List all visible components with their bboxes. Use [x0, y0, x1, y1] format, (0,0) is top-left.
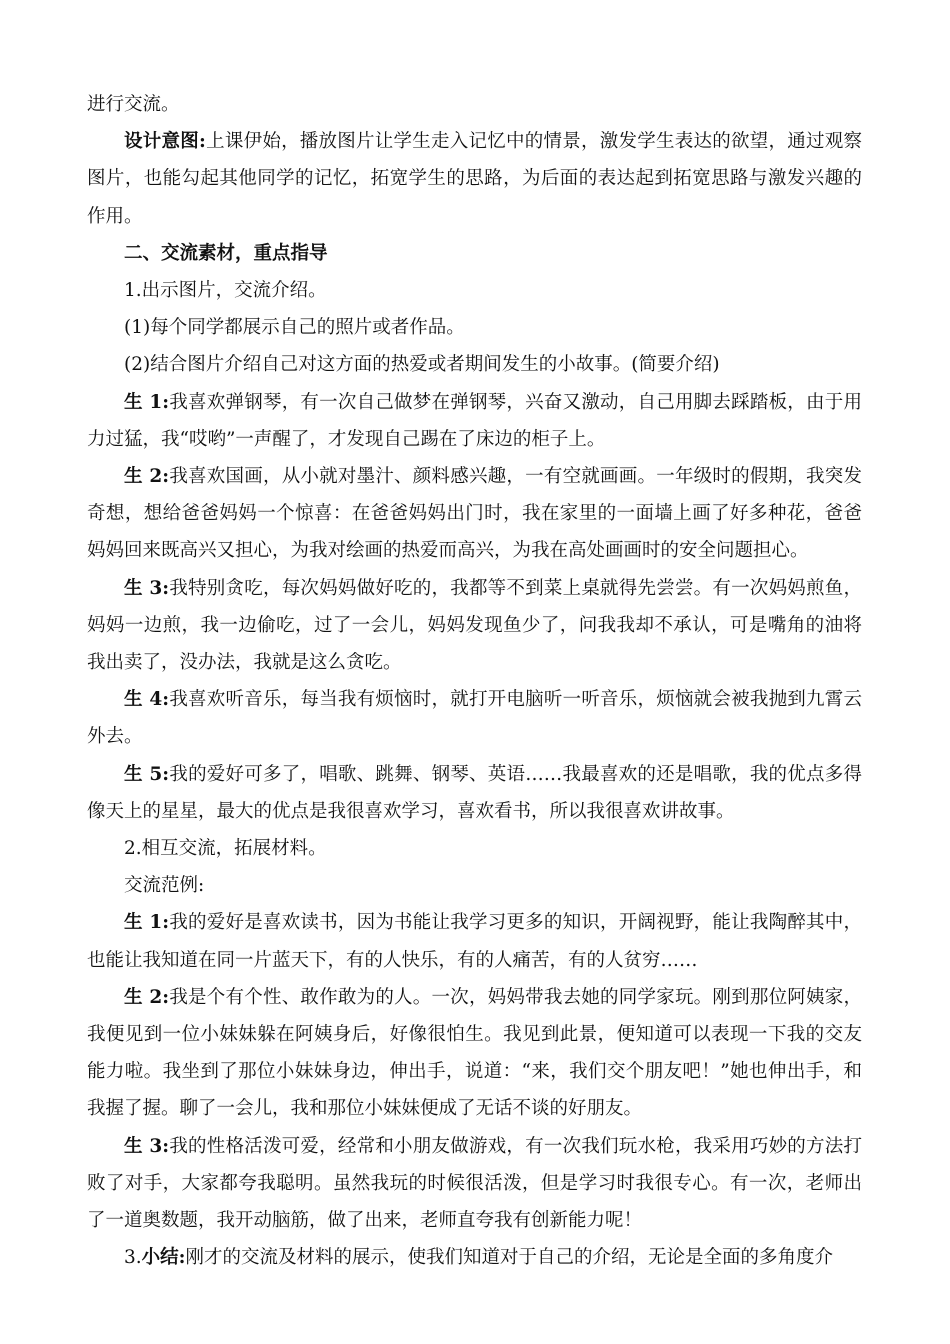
student-text: 我的爱好是喜欢读书，因为书能让我学习更多的知识，开阔视野，能让我陶醉其中，也能让我知道在同一片蓝天下，有的人快乐，有的人痛苦，有的人贫穷……	[87, 912, 862, 971]
student-label: 生 3:	[124, 577, 170, 599]
student-text: 我特别贪吃，每次妈妈做好吃的，我都等不到菜上桌就得先尝尝。有一次妈妈煎鱼，妈妈一边煎，我一边偷吃，过了一会儿，妈妈发现鱼少了，问我我却不承认，可是嘴角的油将我出卖了，没办法，我就是这么贪吃。	[87, 577, 862, 674]
summary-paragraph	[87, 1239, 862, 1276]
student-text: 我是个有个性、敢作敢为的人。一次，妈妈带我去她的同学家玩。刚到那位阿姨家，我便见到一位小妹妹躲在阿姨身后，好像很怕生。我见到此景，便知道可以表现一下我的交友能力啦。我坐到了那位小妹妹身边，伸出手，说道：“来，我们交个朋友吧！”她也伸出手，和我握了握。聊了一会儿，我和那位小妹妹便成了无话不谈的好朋友。	[87, 986, 862, 1120]
student-label: 生 4:	[124, 689, 170, 711]
summary-text: 刚才的交流及材料的展示，使我们知道对于自己的介绍，无论是全面的多角度介	[185, 1247, 834, 1269]
student-text: 我喜欢国画，从小就对墨汁、颜料感兴趣，一有空就画画。一年级时的假期，我突发奇想，想给爸爸妈妈一个惊喜：在爸爸妈妈出门时，我在家里的一面墙上画了好多种花，爸爸妈妈回来既高兴又担心，为我对绘画的热爱而高兴，为我在高处画画时的安全问题担心。	[87, 466, 862, 562]
section-heading: 二、交流素材，重点指导	[124, 242, 328, 264]
student-response	[87, 1128, 862, 1240]
student-response	[87, 458, 862, 570]
student-text: 我的性格活泼可爱，经常和小朋友做游戏，有一次我们玩水枪，我采用巧妙的方法打败了对手，大家都夸我聪明。虽然我玩的时候很活泼，但是学习时我很专心。有一次，老师出了一道奥数题，我开动脑筋，做了出来，老师直夸我有创新能力呢！	[87, 1135, 862, 1232]
step-1: 1.出示图片，交流介绍。	[124, 280, 327, 302]
student-label: 生 2:	[124, 466, 170, 488]
student-response	[87, 384, 862, 458]
student-response	[87, 570, 862, 682]
student-text: 我的爱好可多了，唱歌、跳舞、钢琴、英语……我最喜欢的还是唱歌，我的优点多得像天上的星星，最大的优点是我很喜欢学习，喜欢看书，所以我很喜欢讲故事。	[87, 763, 862, 822]
student-label: 生 3:	[124, 1135, 170, 1157]
student-response	[87, 681, 862, 755]
step-2: 2.相互交流，拓展材料。	[124, 838, 327, 860]
summary-label: 小结:	[141, 1247, 186, 1269]
student-label: 生 1:	[124, 391, 170, 413]
intro-paragraph: 进行交流。	[87, 94, 180, 115]
student-response	[87, 756, 862, 830]
student-text: 我喜欢听音乐，每当我有烦恼时，就打开电脑听一听音乐，烦恼就会被我抛到九霄云外去。	[87, 689, 862, 748]
student-label: 生 2:	[124, 986, 170, 1008]
step-1-a: (1)每个同学都展示自己的照片或者作品。	[124, 317, 465, 339]
summary-number: 3.	[124, 1247, 142, 1269]
student-label: 生 1:	[124, 912, 170, 934]
student-response	[87, 904, 862, 978]
step-1-b: (2)结合图片介绍自己对这方面的热爱或者期间发生的小故事。(简要介绍)	[124, 354, 720, 376]
student-response	[87, 979, 862, 1128]
design-intent-label: 设计意图:	[124, 131, 206, 153]
student-label: 生 5:	[124, 763, 170, 785]
student-text: 我喜欢弹钢琴，有一次自己做梦在弹钢琴，兴奋又激动，自己用脚去踩踏板，由于用力过猛，我“哎哟”一声醒了，才发现自己踢在了床边的柜子上。	[87, 391, 862, 450]
design-intent-text: 上课伊始，播放图片让学生走入记忆中的情景，激发学生表达的欲望，通过观察图片，也能勾起其他同学的记忆，拓宽学生的思路，为后面的表达起到拓宽思路与激发兴趣的作用。	[87, 131, 862, 227]
example-label: 交流范例:	[124, 875, 205, 897]
design-intent-paragraph	[87, 123, 862, 235]
